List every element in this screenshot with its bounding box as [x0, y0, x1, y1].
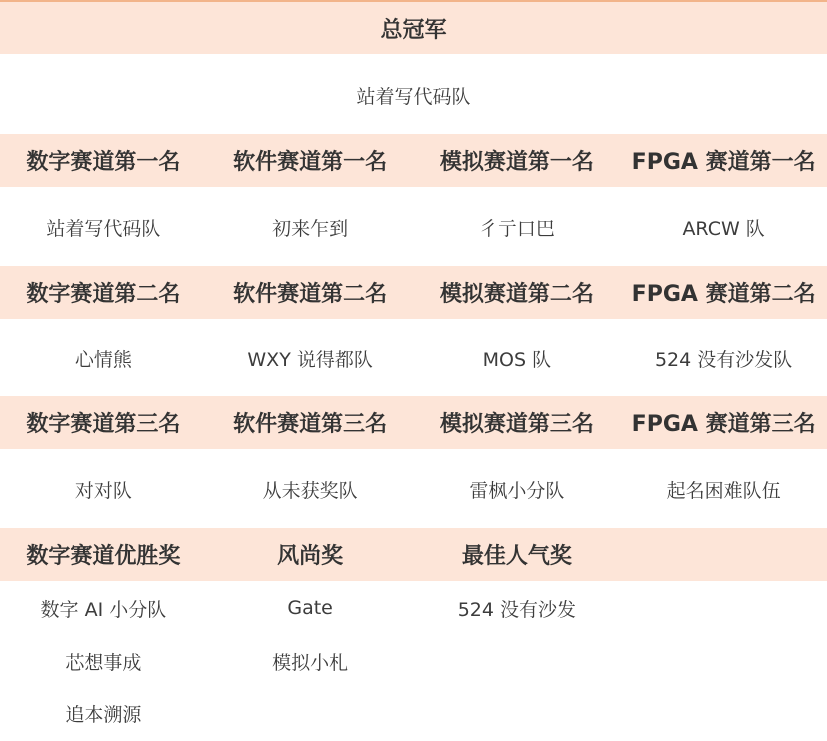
- second-place-analog-team: MOS 队: [482, 348, 552, 371]
- second-place-header-row: [0, 266, 827, 319]
- style-award-header: 风尚奖: [277, 544, 344, 569]
- champion-header-row: [0, 2, 827, 54]
- champion-header: 总冠军: [380, 17, 447, 43]
- popularity-award-team: 524 没有沙发: [457, 598, 577, 621]
- second-place-header-software: 软件赛道第二名: [233, 282, 388, 307]
- second-place-header-analog: 模拟赛道第二名: [439, 282, 594, 307]
- third-place-software-team: 从未获奖队: [262, 479, 358, 502]
- digital-excellence-team: 芯想事成: [65, 651, 142, 674]
- third-place-header-digital: 数字赛道第三名: [26, 412, 181, 437]
- digital-excellence-team: 追本溯源: [65, 703, 142, 726]
- third-place-fpga-team: 起名困难队伍: [666, 479, 781, 502]
- second-place-fpga-team: 524 没有沙发队: [654, 348, 793, 371]
- first-place-header-digital: 数字赛道第一名: [26, 150, 181, 175]
- first-place-analog-team: 彳亍口巴: [478, 217, 555, 240]
- special-awards-row-3: [0, 689, 827, 737]
- champion-value-row: [0, 70, 827, 120]
- special-awards-row-1: [0, 584, 827, 632]
- first-place-header-analog: 模拟赛道第一名: [439, 150, 594, 175]
- style-award-team: Gate: [287, 597, 333, 619]
- third-place-value-row: [0, 464, 827, 514]
- style-award-team: 模拟小札: [272, 651, 349, 674]
- third-place-header-row: [0, 396, 827, 449]
- first-place-value-row: [0, 202, 827, 252]
- first-place-header-row: [0, 134, 827, 187]
- second-place-header-digital: 数字赛道第二名: [26, 282, 181, 307]
- first-place-digital-team: 站着写代码队: [46, 217, 161, 240]
- first-place-header-software: 软件赛道第一名: [233, 150, 388, 175]
- first-place-fpga-team: ARCW 队: [682, 217, 765, 240]
- third-place-analog-team: 雷枫小分队: [469, 479, 565, 502]
- third-place-header-software: 软件赛道第三名: [233, 412, 388, 437]
- first-place-header-fpga: FPGA 赛道第一名: [631, 150, 816, 175]
- third-place-header-analog: 模拟赛道第三名: [439, 412, 594, 437]
- third-place-digital-team: 对对队: [74, 479, 132, 502]
- digital-excellence-team: 数字 AI 小分队: [40, 598, 167, 621]
- second-place-digital-team: 心情熊: [74, 348, 132, 371]
- special-awards-row-2: [0, 637, 827, 685]
- second-place-software-team: WXY 说得都队: [247, 348, 373, 371]
- first-place-software-team: 初来乍到: [272, 217, 349, 240]
- popularity-award-header: 最佳人气奖: [461, 544, 572, 569]
- second-place-header-fpga: FPGA 赛道第二名: [631, 282, 816, 307]
- digital-excellence-header: 数字赛道优胜奖: [26, 544, 181, 569]
- special-awards-header-row: [0, 528, 827, 581]
- champion-value: 站着写代码队: [356, 85, 471, 108]
- third-place-header-fpga: FPGA 赛道第三名: [631, 412, 816, 437]
- second-place-value-row: [0, 333, 827, 383]
